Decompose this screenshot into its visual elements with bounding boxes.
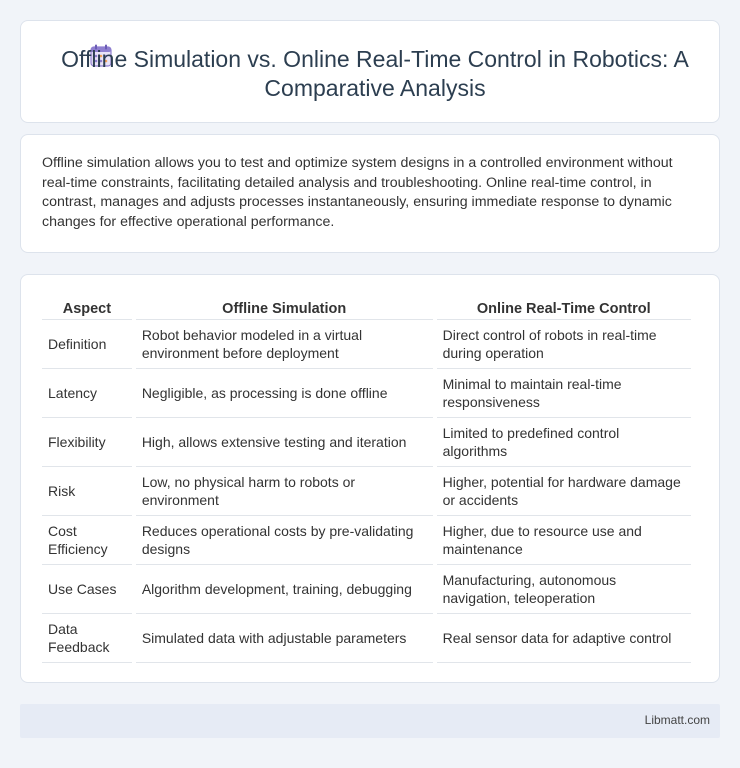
row-aspect: Cost Efficiency [42, 515, 132, 564]
table-row [42, 466, 691, 515]
row-offline: Reduces operational costs by pre-validating designs [136, 515, 433, 564]
table-row [42, 515, 691, 564]
comparison-card [20, 274, 720, 683]
table-row [42, 564, 691, 613]
row-online: Direct control of robots in real-time during operation [437, 319, 691, 368]
row-aspect: Use Cases [42, 564, 132, 613]
header-offline-simulation: Offline Simulation [222, 301, 347, 317]
header-aspect: Aspect [62, 301, 112, 317]
row-online: Limited to predefined control algorithms [437, 417, 691, 466]
row-online: Manufacturing, autonomous navigation, teleoperation [437, 564, 691, 613]
footer-brand-link[interactable]: Libmatt.com [644, 713, 710, 727]
row-online: Higher, due to resource use and maintenance [437, 515, 691, 564]
page-title: Offline Simulation vs. Online Real-Time Control in Robotics: A Comparative Analysis [61, 46, 689, 101]
table-row [42, 417, 691, 466]
row-offline: Algorithm development, training, debugging [136, 564, 433, 613]
row-offline: High, allows extensive testing and iteration [136, 417, 433, 466]
header-online-control: Online Real-Time Control [476, 301, 651, 317]
row-offline: Robot behavior modeled in a virtual environment before deployment [136, 319, 433, 368]
row-online: Higher, potential for hardware damage or accidents [437, 466, 691, 515]
row-online: Real sensor data for adaptive control [437, 613, 691, 663]
title-card [20, 20, 720, 123]
row-online: Minimal to maintain real-time responsiveness [437, 368, 691, 417]
table-header-row [42, 296, 691, 319]
row-aspect: Latency [42, 368, 132, 417]
table-row [42, 319, 691, 368]
row-aspect: Definition [42, 319, 132, 368]
row-offline: Low, no physical harm to robots or environment [136, 466, 433, 515]
row-offline: Simulated data with adjustable parameters [136, 613, 433, 663]
comparison-table [38, 296, 695, 663]
intro-card [20, 134, 720, 253]
row-aspect: Risk [42, 466, 132, 515]
row-aspect: Data Feedback [42, 613, 132, 663]
intro-paragraph: Offline simulation allows you to test and optimize system designs in a controlled environment without real-time constraints, facilitating detailed analysis and troubleshooting. Online real-time control, in contrast, manages and adjusts processes instantaneously, ensuring immediate response to dynamic changes for effective operational performance. [42, 155, 673, 230]
row-aspect: Flexibility [42, 417, 132, 466]
table-row [42, 613, 691, 663]
footer-bar [20, 704, 720, 738]
row-offline: Negligible, as processing is done offline [136, 368, 433, 417]
table-row [42, 368, 691, 417]
